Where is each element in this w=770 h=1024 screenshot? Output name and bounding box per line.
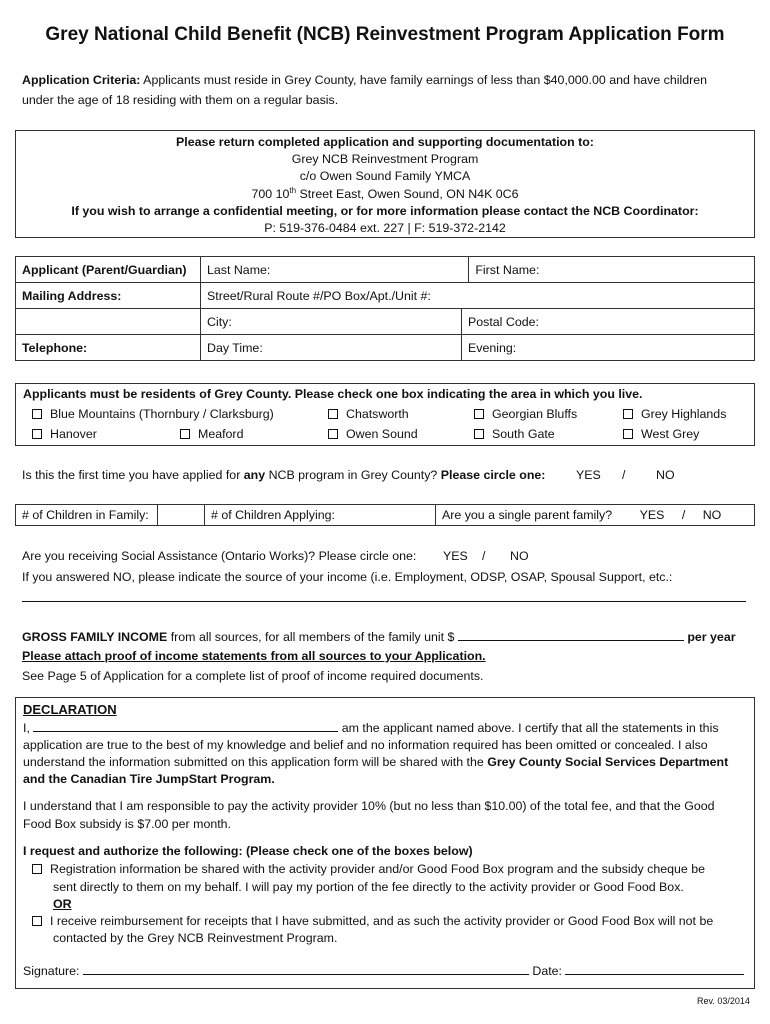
see-page-note: See Page 5 of Application for a complete list of proof of income required documents. (22, 669, 484, 683)
area-selection-box (15, 383, 755, 446)
address-superscript: th (289, 186, 297, 195)
option-1-continued: sent directly to them on my behalf. I will pay my portion of the fee directly to the activity provider or Good Food Box. (53, 880, 684, 894)
checkbox-icon[interactable] (623, 409, 633, 419)
first-time-no[interactable]: NO (656, 468, 675, 482)
checkbox-icon[interactable] (32, 429, 42, 439)
contact-heading: If you wish to arrange a confidential meeting, or for more information please contact the NCB Coordinator: (71, 204, 699, 218)
criteria-line-2: under the age of 18 residing with them on a regular basis. (22, 93, 339, 107)
area-option-south-gate[interactable] (474, 427, 555, 441)
first-name-field[interactable]: First Name: (469, 257, 755, 283)
option-2-text: I receive reimbursement for receipts that I have submitted, and as such the activity provider or Good Food Box will not be (50, 914, 714, 928)
circle-instruction: Please circle one: (440, 468, 546, 482)
applicant-name-blank[interactable] (33, 720, 338, 732)
evening-field[interactable]: Evening: (462, 335, 755, 361)
social-assistance-slash: / (482, 549, 486, 563)
signature-line (23, 963, 744, 978)
children-applying-field[interactable]: # of Children Applying: (205, 505, 436, 526)
question-text: Is this the first time you have applied for (22, 468, 244, 482)
area-label: West Grey (641, 427, 700, 441)
gross-income-line (22, 629, 736, 644)
option-2[interactable] (32, 914, 713, 928)
single-parent-question (436, 505, 755, 526)
declaration-line-2: application are true to the best of my knowledge and belief and no information required has been omitted or concealed. I also (23, 738, 708, 752)
area-option-owen-sound[interactable] (328, 427, 418, 441)
payment-line-2: Food Box subsidy is $7.00 per month. (23, 817, 232, 831)
return-care-of: c/o Owen Sound Family YMCA (299, 169, 471, 183)
social-assistance-no[interactable]: NO (510, 549, 529, 563)
checkbox-icon[interactable] (474, 429, 484, 439)
payment-line-1: I understand that I am responsible to pay the activity provider 10% (but no less than $10.00) of the total fee, and that the Good (23, 799, 715, 813)
area-heading: Applicants must be residents of Grey County. Please check one box indicating the area in which you live. (23, 387, 643, 401)
applicant-label: Applicant (Parent/Guardian) (16, 257, 201, 283)
first-time-yes[interactable]: YES (576, 468, 601, 482)
return-address (16, 186, 754, 201)
area-option-blue-mountains[interactable] (32, 407, 274, 421)
income-source-line[interactable] (22, 601, 746, 602)
checkbox-icon[interactable] (328, 409, 338, 419)
checkbox-icon[interactable] (474, 409, 484, 419)
form-title: Grey National Child Benefit (NCB) Reinvestment Program Application Form (45, 24, 725, 45)
day-time-field[interactable]: Day Time: (201, 335, 462, 361)
declaration-heading: DECLARATION (23, 702, 117, 717)
criteria-text-1: Applicants must reside in Grey County, have family earnings of less than $40,000.00 and have children (140, 73, 708, 87)
area-label: Georgian Bluffs (492, 407, 578, 421)
date-label: Date: (528, 964, 566, 978)
area-label: Grey Highlands (641, 407, 727, 421)
revision-note: Rev. 03/2014 (697, 996, 750, 1006)
children-in-family-field[interactable] (158, 505, 205, 526)
declaration-line-1-rest: am the applicant named above. I certify that all the statements in this (338, 721, 719, 735)
attach-proof-note: Please attach proof of income statements from all sources to your Application. (22, 649, 486, 663)
checkbox-icon[interactable] (32, 409, 42, 419)
social-assistance-question: Are you receiving Social Assistance (Ontario Works)? Please circle one: (22, 549, 417, 563)
area-option-west-grey[interactable] (623, 427, 699, 441)
authorize-heading: I request and authorize the following: (Please check one of the boxes below) (23, 844, 473, 858)
area-option-meaford[interactable] (180, 427, 243, 441)
signature-label: Signature: (23, 964, 83, 978)
gross-income-label: GROSS FAMILY INCOME (22, 630, 168, 644)
children-in-family-label: # of Children in Family: (16, 505, 158, 526)
street-field[interactable]: Street/Rural Route #/PO Box/Apt./Unit #: (201, 283, 755, 309)
area-label: Blue Mountains (Thornbury / Clarksburg) (50, 407, 274, 421)
checkbox-icon[interactable] (180, 429, 190, 439)
mailing-address-label: Mailing Address: (16, 283, 201, 309)
gross-income-blank[interactable] (458, 629, 684, 641)
or-separator: OR (53, 897, 72, 911)
social-assistance-yes[interactable]: YES (443, 549, 468, 563)
income-source-question: If you answered NO, please indicate the source of your income (i.e. Employment, ODSP, OSAP, Spousal Support, etc.: (22, 570, 673, 584)
single-parent-yes[interactable]: YES (639, 508, 665, 522)
signature-blank[interactable] (83, 963, 529, 975)
declaration-line-3-text: understand the information submitted on this application form will be shared with the (23, 755, 488, 769)
option-1-text: Registration information be shared with the activity provider and/or Good Food Box program and the subsidy cheque be (50, 862, 706, 876)
criteria-line-1 (22, 73, 707, 87)
checkbox-icon[interactable] (623, 429, 633, 439)
postal-code-field[interactable]: Postal Code: (462, 309, 755, 335)
single-parent-label: Are you a single parent family? (442, 508, 613, 522)
children-table (15, 504, 755, 526)
criteria-label: Application Criteria: (22, 73, 141, 87)
gross-income-text: from all sources, for all members of the family unit $ (167, 630, 458, 644)
area-option-chatsworth[interactable] (328, 407, 409, 421)
declaration-line-3 (23, 755, 728, 769)
last-name-field[interactable]: Last Name: (201, 257, 469, 283)
declaration-box (15, 697, 755, 989)
area-label: Hanover (50, 427, 97, 441)
checkbox-icon[interactable] (32, 864, 42, 874)
return-org: Grey NCB Reinvestment Program (291, 152, 479, 166)
area-label: Owen Sound (346, 427, 418, 441)
contact-phone: P: 519-376-0484 ext. 227 | F: 519-372-2142 (264, 221, 506, 235)
city-field[interactable]: City: (201, 309, 462, 335)
return-heading: Please return completed application and supporting documentation to: (176, 135, 594, 149)
declaration-line-1 (23, 720, 719, 735)
option-2-continued: contacted by the Grey NCB Reinvestment Program. (53, 931, 338, 945)
checkbox-icon[interactable] (328, 429, 338, 439)
question-emphasis: any (243, 468, 266, 482)
telephone-label: Telephone: (16, 335, 201, 361)
empty-cell (16, 309, 201, 335)
address-rest: Street East, Owen Sound, ON N4K 0C6 (296, 187, 519, 202)
checkbox-icon[interactable] (32, 916, 42, 926)
date-blank[interactable] (565, 963, 744, 975)
question-text: NCB program in Grey County? (265, 468, 441, 482)
area-label: Meaford (198, 427, 244, 441)
area-option-grey-highlands[interactable] (623, 407, 726, 421)
declaration-i: I, (23, 721, 34, 735)
area-label: South Gate (492, 427, 555, 441)
return-address-box (15, 130, 755, 238)
area-option-hanover[interactable] (32, 427, 97, 441)
single-parent-no[interactable]: NO (702, 508, 722, 522)
area-label: Chatsworth (346, 407, 409, 421)
single-parent-slash: / (681, 508, 686, 522)
declaration-line-3-bold: Grey County Social Services Department (487, 755, 729, 769)
applicant-info-table (15, 256, 755, 361)
option-1[interactable] (32, 862, 705, 876)
first-time-slash: / (622, 468, 626, 482)
address-number: 700 10 (251, 187, 290, 202)
declaration-line-4: and the Canadian Tire JumpStart Program. (23, 772, 275, 786)
area-option-georgian-bluffs[interactable] (474, 407, 577, 421)
per-year-label: per year (683, 630, 736, 644)
first-time-question (22, 468, 545, 482)
